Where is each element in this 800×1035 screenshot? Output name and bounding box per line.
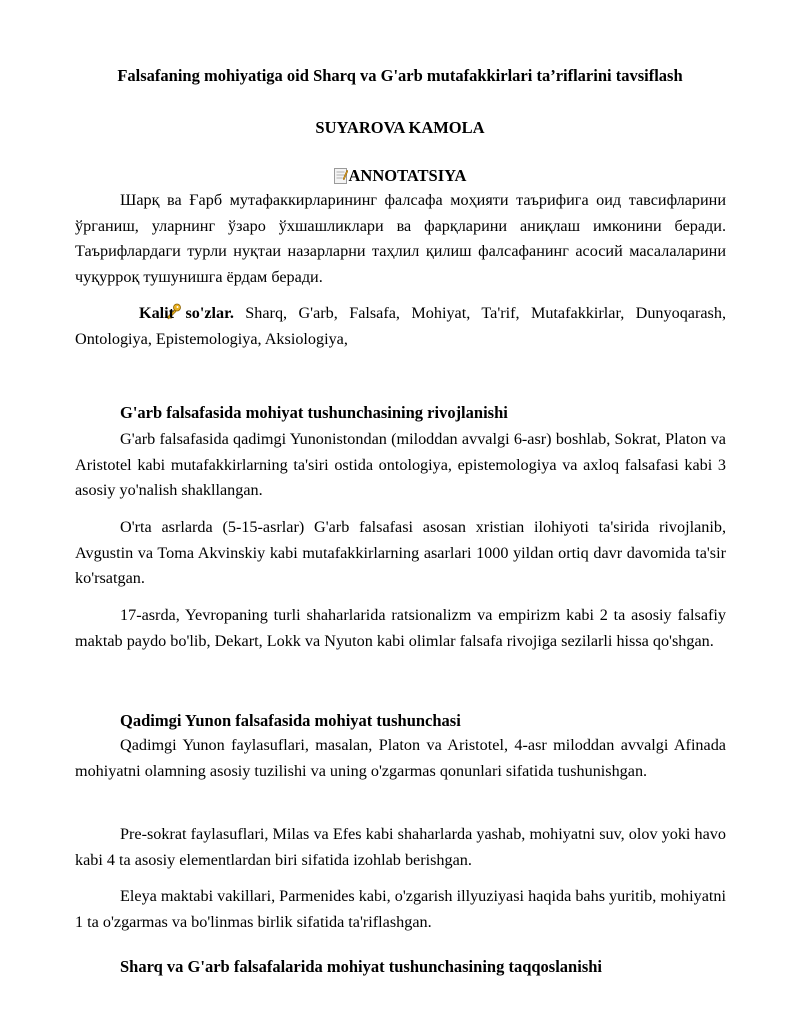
annotation-heading-row xyxy=(0,166,800,186)
paragraph: O'rta asrlarda (5-15-asrlar) G'arb falsafasi asosan xristian ilohiyoti ta'sirida rivojlanib, Avgustin va Toma Akvinskiy kabi mutafakkirlarning asarlari 1000 yildan ortiq davr davomida ta'sir ko'rsatgan. xyxy=(75,518,726,587)
paragraph: 17-asrda, Yevropaning turli shaharlarida ratsionalizm va empirizm kabi 2 ta asosiy falsafiy maktab paydo bo'lib, Dekart, Lokk va Nyuton kabi olimlar falsafa rivojiga sezilarli hissa qo'shgan. xyxy=(75,606,726,650)
section-heading: Sharq va G'arb falsafalarida mohiyat tushunchasining taqqoslanishi xyxy=(120,957,602,976)
annotation-text: Шарқ ва Ғарб мутафаккирларининг фалсафа моҳияти таърифига оид тавсифларини ўрганиш, уларнинг ўзаро ўхшашликлари ва фарқларини аниқлаш имконини беради. Таърифлардаги турли нуқтаи назарларни таҳлил қилиш фалсафанинг асосий масалаларини чуқурроқ тушунишга ёрдам беради. xyxy=(75,191,726,286)
paragraph: Pre-sokrat faylasuflari, Milas va Efes kabi shaharlarda yashab, mohiyatni suv, olov yoki havo kabi 4 ta asosiy elementlardan biri sifatida izohlab berishgan. xyxy=(75,825,726,869)
paragraph: G'arb falsafasida qadimgi Yunonistondan (miloddan avvalgi 6-asr) boshlab, Sokrat, Platon va Aristotel kabi mutafakkirlarning ta'siri ostida ontologiya, epistemologiya va axloq falsafasi kabi 3 asosiy yo'nalish shakllangan. xyxy=(75,430,726,499)
section-heading: Qadimgi Yunon falsafasida mohiyat tushunchasi xyxy=(120,711,461,730)
keywords-text: Sharq, G'arb, Falsafa, Mohiyat, Ta'rif, Mutafakkirlar, Dunyoqarash, Ontologiya, Epistemologiya, Aksiologiya, xyxy=(75,304,726,348)
paragraph: Qadimgi Yunon faylasuflari, masalan, Platon va Aristotel, 4-asr miloddan avvalgi Afinada mohiyatni olamning asosiy tuzilishi va uning o'zgarmas qonunlari sifatida tushunishgan. xyxy=(75,736,726,780)
paragraph: Eleya maktabi vakillari, Parmenides kabi, o'zgarish illyuziyasi haqida bahs yuritib, mohiyatni 1 ta o'zgarmas va bo'linmas birlik sifatida ta'riflashgan. xyxy=(75,887,726,931)
keywords-label: Kalit so'zlar. xyxy=(139,304,234,322)
paper-title: Falsafaning mohiyatiga oid Sharq va G'arb mutafakkirlari ta’riflarini tavsiflash xyxy=(117,66,683,85)
notepad-icon xyxy=(334,167,348,184)
author-name: SUYAROVA KAMOLA xyxy=(315,118,485,137)
keywords-paragraph xyxy=(75,301,726,352)
annotation-heading: ANNOTATSIYA xyxy=(348,166,467,185)
section-heading: G'arb falsafasida mohiyat tushunchasining rivojlanishi xyxy=(120,403,508,422)
key-icon xyxy=(120,303,137,320)
